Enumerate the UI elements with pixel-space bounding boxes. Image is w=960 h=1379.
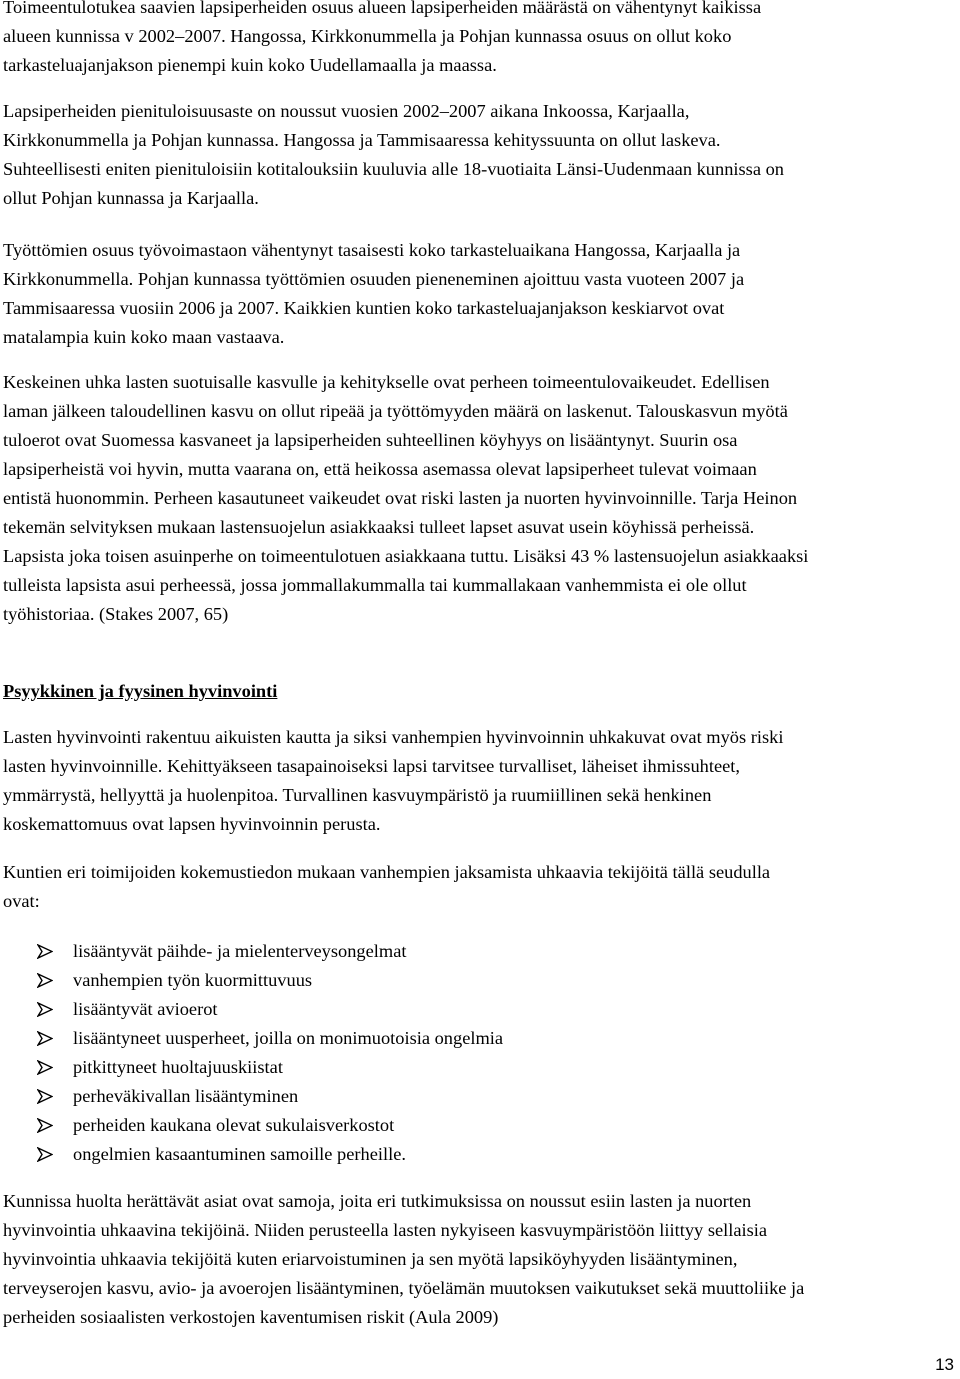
list-item-text: perheväkivallan lisääntyminen: [73, 1086, 299, 1106]
text-line: ymmärrystä, hellyyttä ja huolenpitoa. Turvallinen kasvuympäristö ja ruumiillinen sekä henkinen: [3, 785, 712, 805]
list-item-text: perheiden kaukana olevat sukulaisverkostot: [73, 1115, 395, 1135]
page-number: 13: [935, 1355, 954, 1374]
arrowhead-bullet-icon: [37, 1147, 53, 1162]
text-line: Lasten hyvinvointi rakentuu aikuisten kautta ja siksi vanhempien hyvinvoinnin uhkakuvat ovat myös riski: [3, 727, 784, 747]
text-line: Kirkkonummella. Pohjan kunnassa työttömien osuuden pieneneminen ajoittuu vasta vuoteen 2007 ja: [3, 269, 745, 289]
text-line: tuloerot ovat Suomessa kasvaneet ja lapsiperheiden suhteellinen köyhyys on lisääntynyt. Suurin osa: [3, 430, 738, 450]
threat-factor-list: [3, 937, 503, 1169]
paragraph-keskeinen-uhka: [3, 368, 808, 629]
text-line: työhistoriaa. (Stakes 2007, 65): [3, 604, 229, 624]
arrowhead-bullet-icon: [37, 944, 53, 959]
text-line: lasten hyvinvoinnille. Kehittyäkseen tasapainoiseksi lapsi tarvitsee turvalliset, läheiset ihmissuhteet,: [3, 756, 740, 776]
paragraph-pienituloisuus: [3, 97, 784, 213]
list-item: [3, 1140, 503, 1169]
text-line: Lapsiperheiden pienituloisuusaste on noussut vuosien 2002–2007 aikana Inkoossa, Karjaalla,: [3, 101, 690, 121]
text-line: Suhteellisesti eniten pienituloisiin kotitalouksiin kuuluvia alle 18-vuotiaita Länsi-Uudenmaan kunnissa on: [3, 159, 784, 179]
text-line: Toimeentulotukea saavien lapsiperheiden osuus alueen lapsiperheiden määrästä on vähentynyt kaikissa: [3, 0, 762, 17]
arrowhead-bullet-icon: [37, 1002, 53, 1017]
list-item-text: ongelmien kasaantuminen samoille perheille.: [73, 1144, 406, 1164]
list-item: [3, 1053, 503, 1082]
text-line: hyvinvointia uhkaavina tekijöinä. Niiden perusteella lasten nykyiseen kasvuympäristöön liittyy sellaisia: [3, 1220, 768, 1240]
text-line: koskemattomuus ovat lapsen hyvinvoinnin perusta.: [3, 814, 381, 834]
text-line: Kuntien eri toimijoiden kokemustiedon mukaan vanhempien jaksamista uhkaavia tekijöitä tällä seudulla: [3, 862, 771, 882]
section-heading: Psyykkinen ja fyysinen hyvinvointi: [3, 681, 278, 701]
list-item-text: pitkittyneet huoltajuuskiistat: [73, 1057, 283, 1077]
text-line: Lapsista joka toisen asuinperhe on toimeentulotuen asiakkaana tuttu. Lisäksi 43 % lastensuojelun asiakkaaksi: [3, 546, 809, 566]
text-line: tarkasteluajanjakson pienempi kuin koko Uudellamaalla ja maassa.: [3, 55, 497, 75]
text-line: Tammisaaressa vuosiin 2006 ja 2007. Kaikkien kuntien koko tarkasteluajanjakson keskiarvot ovat: [3, 298, 725, 318]
text-line: alueen kunnissa v 2002–2007. Hangossa, Kirkkonummella ja Pohjan kunnassa osuus on ollut koko: [3, 26, 732, 46]
paragraph-toimeentulotuki: [3, 0, 761, 80]
text-line: Työttömien osuus työvoimastaon vähentynyt tasaisesti koko tarkasteluaikana Hangossa, Karjaalla ja: [3, 240, 741, 260]
text-line: laman jälkeen taloudellinen kasvu on ollut ripeää ja työttömyyden määrä on laskenut. Talouskasvun myötä: [3, 401, 788, 421]
text-line: perheiden sosiaalisten verkostojen kaventumisen riskit (Aula 2009): [3, 1307, 499, 1327]
text-line: tulleista lapsista asui perheessä, jossa jommallakummalla tai kummallakaan vanhemmista ei ole ollut: [3, 575, 747, 595]
text-line: entistä huonommin. Perheen kasautuneet vaikeudet ovat riski lasten ja nuorten hyvinvoinnille. Tarja Heinon: [3, 488, 798, 508]
paragraph-lasten-hyvinvointi: [3, 723, 783, 839]
arrowhead-bullet-icon: [37, 1089, 53, 1104]
paragraph-kunnissa-huolta: [3, 1187, 804, 1332]
text-line: ovat:: [3, 891, 40, 911]
paragraph-tyottomat: [3, 236, 744, 352]
list-item: [3, 995, 503, 1024]
list-item: [3, 937, 503, 966]
text-line: tekemän selvityksen mukaan lastensuojelun asiakkaaksi tulleet lapset asuvat usein köyhissä perheissä.: [3, 517, 755, 537]
text-line: hyvinvointia uhkaavia tekijöitä kuten eriarvoistuminen ja sen myötä lapsiköyhyyden lisääntyminen,: [3, 1249, 738, 1269]
text-line: Keskeinen uhka lasten suotuisalle kasvulle ja kehitykselle ovat perheen toimeentulovaikeudet. Edellisen: [3, 372, 770, 392]
text-line: lapsiperheistä voi hyvin, mutta vaarana on, että heikossa asemassa olevat lapsiperheet tulevat voimaan: [3, 459, 757, 479]
list-item-text: lisääntyneet uusperheet, joilla on monimuotoisia ongelmia: [73, 1028, 504, 1048]
text-line: terveyserojen kasvu, avio- ja avoerojen lisääntyminen, työelämän muutoksen vaikutukset sekä muuttoliike ja: [3, 1278, 805, 1298]
list-item: [3, 1111, 503, 1140]
arrowhead-bullet-icon: [37, 1031, 53, 1046]
text-line: matalampia kuin koko maan vastaava.: [3, 327, 285, 347]
list-item-text: lisääntyvät avioerot: [73, 999, 218, 1019]
list-item: [3, 1082, 503, 1111]
list-item: [3, 966, 503, 995]
arrowhead-bullet-icon: [37, 1060, 53, 1075]
list-item-text: vanhempien työn kuormittuvuus: [73, 970, 313, 990]
text-line: ollut Pohjan kunnassa ja Karjaalla.: [3, 188, 259, 208]
text-line: Kunnissa huolta herättävät asiat ovat samoja, joita eri tutkimuksissa on noussut esiin lasten ja nuorten: [3, 1191, 752, 1211]
text-line: Kirkkonummella ja Pohjan kunnassa. Hangossa ja Tammisaaressa kehityssuunta on ollut laskeva.: [3, 130, 721, 150]
arrowhead-bullet-icon: [37, 973, 53, 988]
arrowhead-bullet-icon: [37, 1118, 53, 1133]
list-item-text: lisääntyvät päihde- ja mielenterveysongelmat: [73, 941, 407, 961]
paragraph-kuntien-toimijat: [3, 858, 770, 916]
list-item: [3, 1024, 503, 1053]
